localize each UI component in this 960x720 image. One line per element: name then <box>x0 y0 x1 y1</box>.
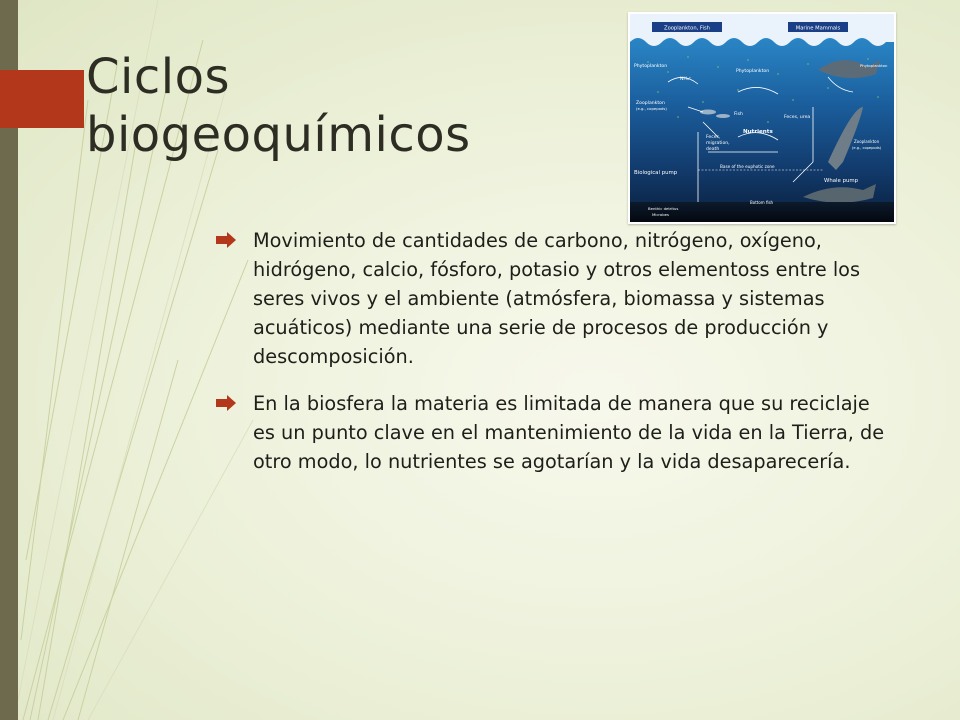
label-microbes: Microbes <box>652 212 669 217</box>
header-right-label: Marine Mammals <box>795 25 841 32</box>
label-nh4: NH₄⁺ <box>680 77 692 82</box>
label-phytoplankton-left: Phytoplankton <box>634 64 668 69</box>
label-zooplankton-left-sub: (e.g., copepods) <box>636 106 667 111</box>
label-phytoplankton-right: Phytoplankton <box>860 63 888 68</box>
label-zooplankton-left: Zooplankton <box>636 101 665 106</box>
arrow-bullet-icon <box>216 232 236 248</box>
slide-title <box>86 48 606 164</box>
arrow-bullet-icon <box>216 395 236 411</box>
label-feces-urea: Feces, urea <box>784 115 811 120</box>
header-left-label: Zooplankton, Fish <box>664 25 710 32</box>
label-nutrients: Nutrients <box>743 129 773 135</box>
title-accent-bar <box>0 70 84 128</box>
bullet-text: Movimiento de cantidades de carbono, nitrógeno, oxígeno, hidrógeno, calcio, fósforo, potasio y otros elementoss entre los seres vivos y el ambiente (atmósfera, biomassa y sistemas acuáticos) mediante una serie de procesos de producción y descomposición. <box>253 229 861 368</box>
label-zooplankton-right: Zooplankton <box>854 139 880 144</box>
label-death: death <box>706 147 720 152</box>
seafloor <box>630 202 894 222</box>
nutrient-cycle-diagram <box>628 12 896 224</box>
label-zooplankton-right-sub: (e.g., copepods) <box>852 146 882 150</box>
label-migration: migration, <box>706 141 730 146</box>
bullet-item <box>216 389 896 476</box>
bullet-item <box>216 226 896 371</box>
title-line-1: Ciclos <box>86 49 230 105</box>
label-euphotic-zone: Base of the euphotic zone <box>720 164 775 169</box>
label-phytoplankton-mid: Phytoplankton <box>736 69 770 74</box>
label-feces: Feces, <box>706 135 721 140</box>
ocean-diagram-svg <box>628 12 896 224</box>
label-whale-pump: Whale pump <box>824 178 859 184</box>
title-line-2: biogeoquímicos <box>86 107 471 163</box>
bullet-list <box>216 226 896 494</box>
label-bottom-fish: Bottom fish <box>750 200 774 205</box>
bullet-text: En la biosfera la materia es limitada de manera que su reciclaje es un punto clave en el mantenimiento de la vida en la Tierra, de otro modo, lo nutrientes se agotarían y la vida desaparecería. <box>253 392 885 473</box>
label-benthic-detritus: Benthic detritus <box>648 206 679 211</box>
label-biological-pump: Biological pump <box>634 170 678 176</box>
label-fish: Fish <box>734 112 743 117</box>
